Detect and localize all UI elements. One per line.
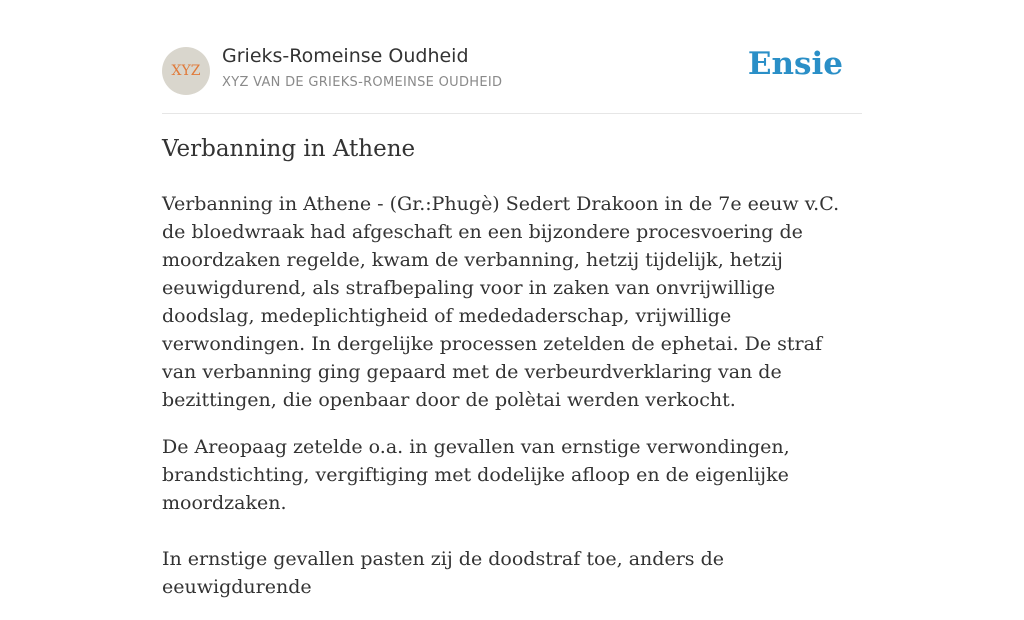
channel-header [162, 0, 862, 114]
article-paragraph: De Areopaag zetelde o.a. in gevallen van ernstige verwondingen, brandstichting, vergiftiging met dodelijke afloop en de eigenlijke moordzaken. [162, 436, 790, 514]
article-title: Verbanning in Athene [162, 136, 416, 162]
article-paragraph: Verbanning in Athene - (Gr.:Phugè) Sedert Drakoon in de 7e eeuw v.C. de bloedwraak had afgeschaft en een bijzondere procesvoering de moordzaken regelde, kwam de verbanning, hetzij tijdelijk, hetzij eeuwigdurend, als strafbepaling voor in zaken van onvrijwillige doodslag, medeplichtigheid of mededaderschap, vrijwillige verwondingen. In dergelijke processen zetelden de ephetai. De straf van verbanning ging gepaard met de verbeurdverklaring van de bezittingen, die openbaar door de polètai werden verkocht. [162, 193, 840, 411]
channel-avatar[interactable] [162, 47, 210, 95]
avatar-text: XYZ [171, 63, 201, 79]
page-container [162, 0, 862, 598]
article-paragraph: In ernstige gevallen pasten zij de doodstraf toe, anders de eeuwigdurende [162, 548, 724, 598]
ensie-logo[interactable]: Ensie [747, 46, 843, 82]
channel-subtitle: XYZ VAN DE GRIEKS-ROMEINSE OUDHEID [222, 75, 503, 90]
channel-title[interactable]: Grieks-Romeinse Oudheid [222, 45, 469, 67]
article-body [162, 190, 862, 620]
